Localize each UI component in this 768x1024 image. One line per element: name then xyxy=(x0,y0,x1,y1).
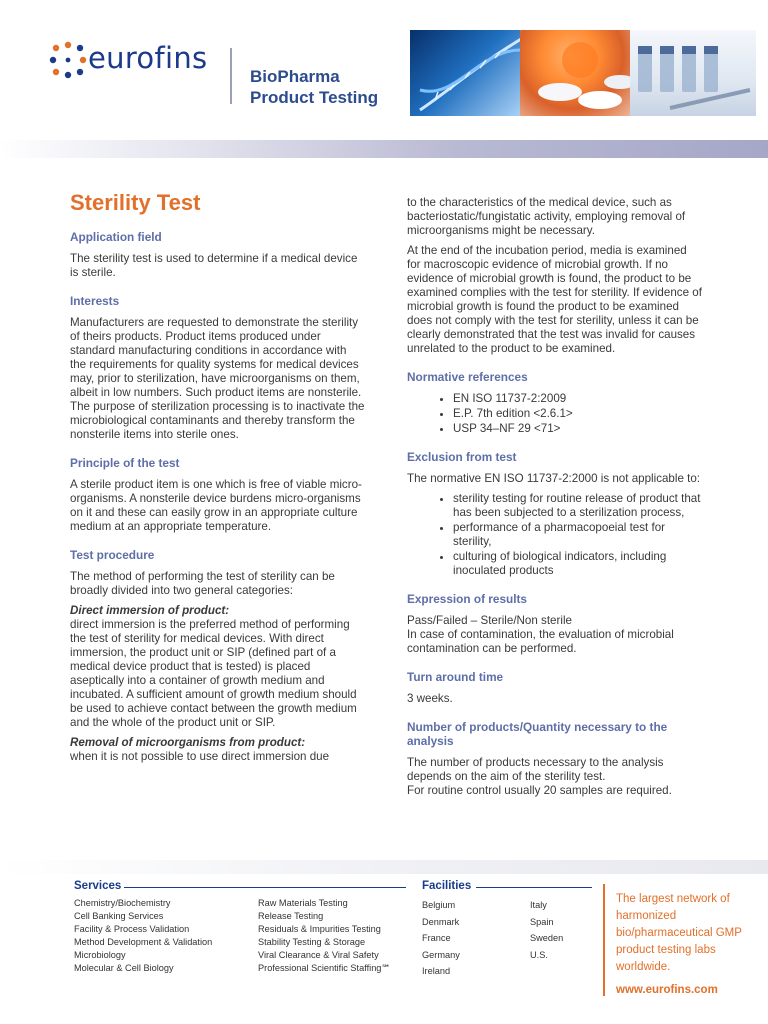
dna-image xyxy=(410,30,536,116)
list-item: Belgium xyxy=(422,900,456,910)
list-item: Microbiology xyxy=(74,950,126,960)
expression-line-1: Pass/Failed – Sterile/Non sterile xyxy=(407,614,572,627)
list-item: U.S. xyxy=(530,949,548,960)
facilities-list-2 xyxy=(530,897,563,963)
page-header xyxy=(0,0,768,140)
principle-text: A sterile product item is one which is free of viable micro-organisms. A nonsterile device burdens micro-organisms on it and these can easily grow in an appropriate culture medium at an appropriate temperature. xyxy=(70,478,362,533)
direct-immersion-heading: Direct immersion of product: xyxy=(70,604,230,617)
page-footer xyxy=(0,860,768,1024)
list-item: • EN ISO 11737-2:2009 xyxy=(453,392,702,406)
list-item: Molecular & Cell Biology xyxy=(74,963,174,973)
quantity-line-1: The number of products necessary to the analysis depends on the aim of the sterility test. xyxy=(407,756,664,783)
list-item: Residuals & Impurities Testing xyxy=(258,924,381,934)
procedure-heading: Test procedure xyxy=(70,548,155,562)
expression-heading: Expression of results xyxy=(407,592,527,606)
exclusion-list xyxy=(407,492,702,578)
application-field-heading: Application field xyxy=(70,230,162,244)
principle-heading: Principle of the test xyxy=(70,456,180,470)
footer-band xyxy=(0,860,768,874)
normative-list xyxy=(407,392,702,436)
list-item: Viral Clearance & Viral Safety xyxy=(258,950,379,960)
list-item: Denmark xyxy=(422,916,460,927)
page-title: Sterility Test xyxy=(70,190,201,215)
procedure-intro: The method of performing the test of sterility can be broadly divided into two general categories: xyxy=(70,570,335,597)
website-link[interactable]: www.eurofins.com xyxy=(616,984,718,996)
division-name xyxy=(250,66,378,108)
list-item: Release Testing xyxy=(258,911,324,921)
list-item: Ireland xyxy=(422,966,451,976)
quantity-heading: Number of products/Quantity necessary to the analysis xyxy=(407,720,668,748)
list-item: Germany xyxy=(422,949,460,960)
interests-heading: Interests xyxy=(70,294,120,308)
list-item: Italy xyxy=(530,900,547,910)
facilities-rule xyxy=(476,887,592,888)
brand-name: eurofins xyxy=(88,41,208,75)
header-divider xyxy=(230,48,232,104)
vials-image xyxy=(630,30,756,116)
left-column xyxy=(70,190,365,770)
direct-immersion-text: direct immersion is the preferred method of performing the test of sterility for medical devices. With direct immersion, the product unit or SIP (defined part of a medical device product that is tested) is placed aseptically into a container of growth medium and incubated. A sufficient amount of growth medium should be used to achieve contact between the growth medium and the whole of the product unit or SIP. xyxy=(70,618,357,729)
list-item: Facility & Process Validation xyxy=(74,924,190,934)
quantity-line-2: For routine control usually 20 samples are required. xyxy=(407,784,672,797)
eurofins-logo-icon xyxy=(48,40,88,80)
removal-heading: Removal of microorganisms from product: xyxy=(70,736,306,749)
list-item: • E.P. 7th edition <2.6.1> xyxy=(453,407,702,421)
exclusion-heading: Exclusion from test xyxy=(407,450,517,464)
turnaround-text: 3 weeks. xyxy=(407,692,453,705)
facilities-heading: Facilities xyxy=(422,880,472,892)
exclusion-intro: The normative EN ISO 11737-2:2000 is not applicable to: xyxy=(407,472,701,485)
pills-image xyxy=(520,30,646,116)
list-item: • culturing of biological indicators, including inoculated products xyxy=(453,550,702,578)
list-item: Professional Scientific Staffing℠ xyxy=(258,963,391,973)
application-field-text: The sterility test is used to determine if a medical device is sterile. xyxy=(70,252,358,279)
division-line-2: Product Testing xyxy=(250,88,379,107)
header-band xyxy=(0,140,768,158)
list-item: Method Development & Validation xyxy=(74,937,213,947)
services-heading: Services xyxy=(74,880,122,892)
removal-text: when it is not possible to use direct immersion due xyxy=(70,750,330,763)
list-item: Sweden xyxy=(530,933,564,943)
list-item: • performance of a pharmacopoeial test for sterility, xyxy=(453,521,702,549)
list-item: Raw Materials Testing xyxy=(258,898,348,908)
normative-heading: Normative references xyxy=(407,370,528,384)
list-item: Spain xyxy=(530,916,554,927)
turnaround-heading: Turn around time xyxy=(407,670,504,684)
division-line-1: BioPharma xyxy=(250,67,340,86)
tagline: The largest network of harmonized bio/pharmaceutical GMP product testing labs worldwide. xyxy=(616,893,742,973)
incubation-text: At the end of the incubation period, media is examined for macroscopic evidence of microbial growth. If no evidence of microbial growth is found, the product to be examined complies with the test for sterility. If evidence of microbial growth is found the product to be examined does not comply with the test for sterility, unless it can be clearly demonstrated that the test was invalid for causes unrelated to the product to be examined. xyxy=(407,244,702,355)
list-item: Stability Testing & Storage xyxy=(258,937,366,947)
services-rule xyxy=(124,887,406,888)
removal-continuation: to the characteristics of the medical device, such as bacteriostatic/fungistatic activity, employing removal of microorganisms might be necessary. xyxy=(407,196,686,237)
list-item: Chemistry/Biochemistry xyxy=(74,898,171,908)
expression-line-2: In case of contamination, the evaluation of microbial contamination can be performed. xyxy=(407,628,674,655)
interests-text: Manufacturers are requested to demonstrate the sterility of theirs products. Product items produced under standard manufacturing conditions in accordance with the requirements for quality systems for medical devices may, prior to sterilization, have microorganisms on them, albeit in low numbers. Such product items are nonsterile. The purpose of sterilization processing is to inactivate the microbiological contaminants and thereby transform the nonsterile items into sterile ones. xyxy=(70,316,365,441)
list-item: France xyxy=(422,933,451,943)
tagline-rule xyxy=(603,884,605,996)
right-column xyxy=(407,196,702,804)
services-list-2 xyxy=(258,897,391,975)
services-list-1 xyxy=(74,897,212,975)
facilities-list-1 xyxy=(422,897,460,980)
list-item: • sterility testing for routine release of product that has been subjected to a sterilization process, xyxy=(453,492,702,520)
list-item: • USP 34–NF 29 <71> xyxy=(453,422,702,436)
list-item: Cell Banking Services xyxy=(74,911,164,921)
